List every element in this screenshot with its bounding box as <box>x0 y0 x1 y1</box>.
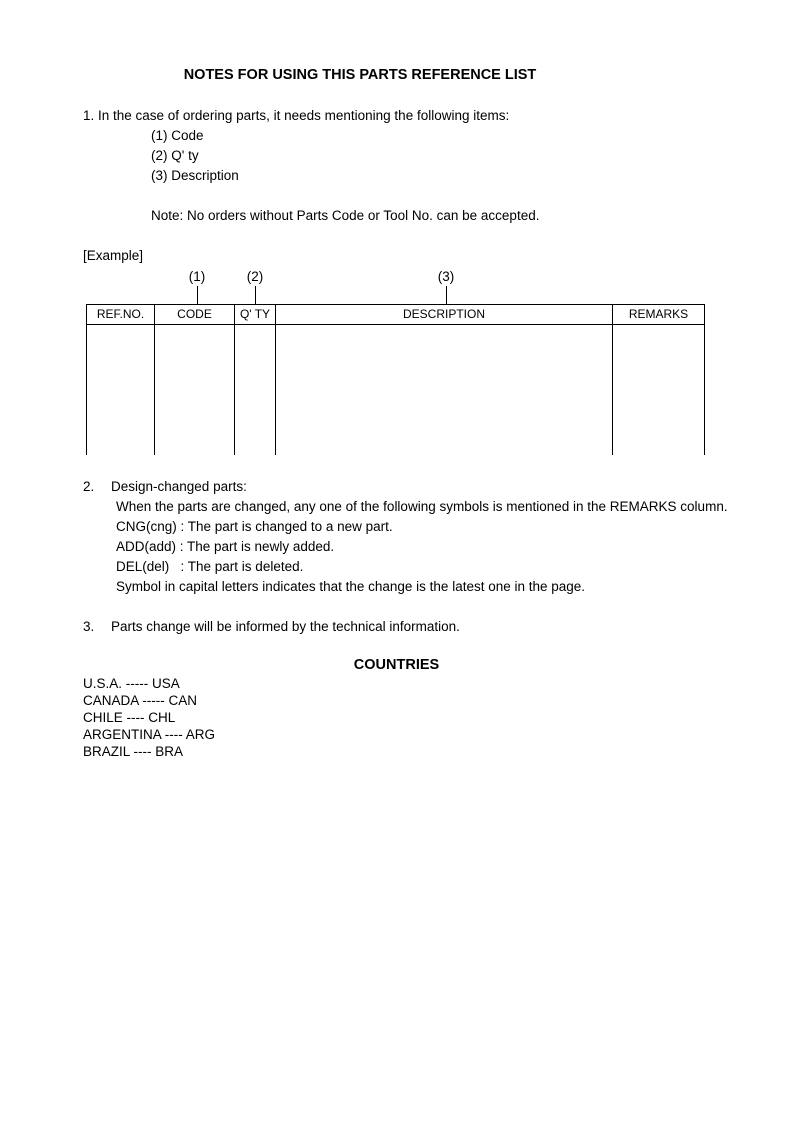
table-divider-4 <box>612 304 613 455</box>
callout-2-leader <box>255 286 256 305</box>
country-canada: CANADA ----- CAN <box>83 693 197 708</box>
column-header-code: CODE <box>177 307 212 321</box>
section2-line-del: DEL(del) : The part is deleted. <box>116 559 304 574</box>
callout-1-leader <box>197 286 198 305</box>
section2-line-symbol: Symbol in capital letters indicates that the change is the latest one in the page. <box>116 579 586 594</box>
table-right-border <box>704 304 705 455</box>
section1-intro: 1. In the case of ordering parts, it needs mentioning the following items: <box>83 108 510 123</box>
section3-number: 3. <box>83 619 95 634</box>
callout-3-leader <box>446 286 447 305</box>
callout-3: (3) <box>437 269 455 284</box>
example-label: [Example] <box>83 248 144 263</box>
column-header-ref-no: REF.NO. <box>96 307 145 321</box>
country-chile: CHILE ---- CHL <box>83 710 176 725</box>
section3-text: Parts change will be informed by the technical information. <box>111 619 460 634</box>
country-usa: U.S.A. ----- USA <box>83 676 180 691</box>
section1-note: Note: No orders without Parts Code or Tool No. can be accepted. <box>151 208 540 223</box>
country-brazil: BRAZIL ---- BRA <box>83 744 184 759</box>
column-header-remarks: REMARKS <box>628 307 689 321</box>
country-argentina: ARGENTINA ---- ARG <box>83 727 216 742</box>
section1-item-code: (1) Code <box>151 128 204 143</box>
section1-item-qty: (2) Q' ty <box>151 148 199 163</box>
section2-line-add: ADD(add) : The part is newly added. <box>116 539 335 554</box>
section2-line-cng: CNG(cng) : The part is changed to a new part. <box>116 519 393 534</box>
page-title: NOTES FOR USING THIS PARTS REFERENCE LIST <box>183 67 537 83</box>
section2-line-1: When the parts are changed, any one of the following symbols is mentioned in the REMARKS column. <box>116 499 728 514</box>
section2-number: 2. <box>83 479 95 494</box>
table-divider-1 <box>154 304 155 455</box>
section2-heading: Design-changed parts: <box>111 479 247 494</box>
column-header-qty: Q' TY <box>239 307 271 321</box>
callout-1: (1) <box>188 269 206 284</box>
section1-item-description: (3) Description <box>151 168 239 183</box>
table-divider-2 <box>234 304 235 455</box>
table-left-border <box>86 304 87 455</box>
callout-2: (2) <box>246 269 264 284</box>
table-divider-3 <box>275 304 276 455</box>
countries-title: COUNTRIES <box>353 657 440 673</box>
column-header-description: DESCRIPTION <box>402 307 485 321</box>
